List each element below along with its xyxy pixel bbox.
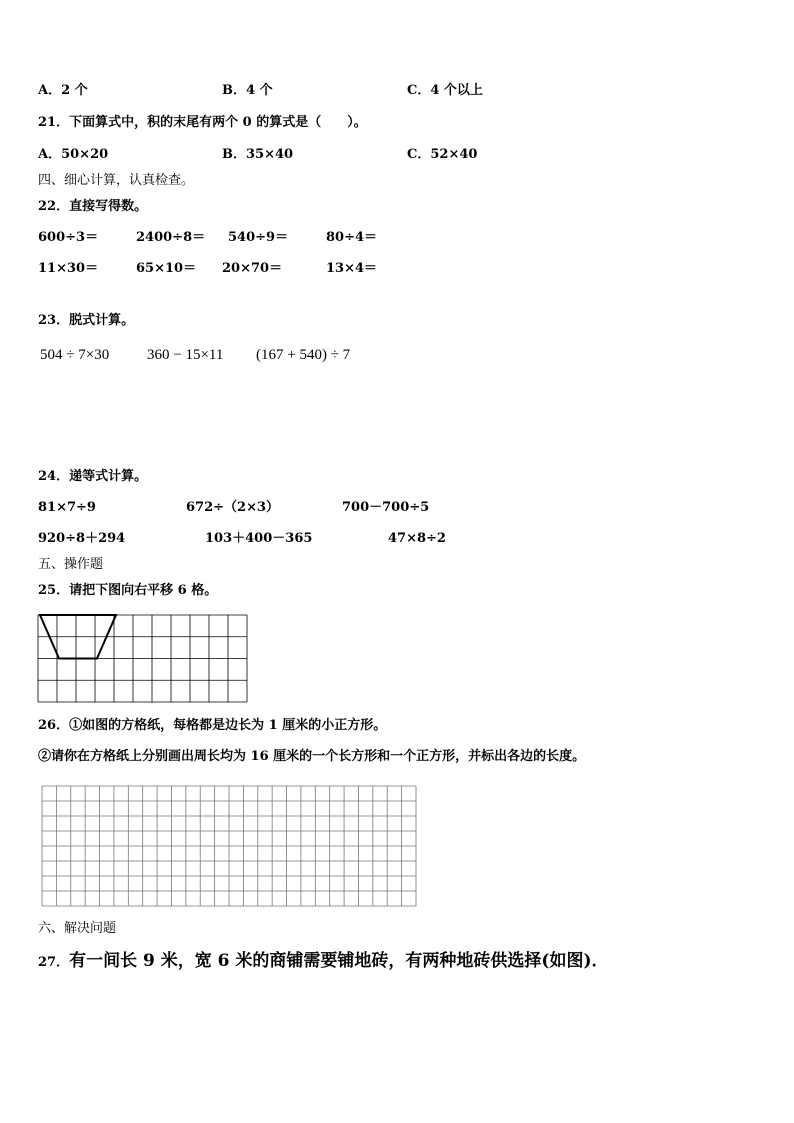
q22-item: 2400÷8＝ <box>136 230 206 245</box>
option-letter: A． <box>38 83 62 98</box>
q23-expression: 360 − 15×11 <box>147 347 224 363</box>
q26-line-2: ②请你在方格纸上分别画出周长均为 16 厘米的一个长方形和一个正方形，并标出各边的长度。 <box>38 749 586 764</box>
question-text: 有一间长 9 米，宽 6 米的商铺需要铺地砖，有两种地砖供选择(如图)． <box>69 951 609 971</box>
option-text: 4 个 <box>246 83 273 98</box>
question-number: 26． <box>38 718 70 733</box>
q22-item: 65×10＝ <box>136 261 197 276</box>
q24-item: 103＋400－365 <box>205 531 313 546</box>
question-text: 下面算式中，积的末尾有两个 0 的算式是（ ）。 <box>69 115 367 130</box>
q21-option-b <box>222 147 293 163</box>
q21-stem <box>38 115 367 131</box>
q23-expression: 504 ÷ 7×30 <box>40 347 110 363</box>
q22-item: 540÷9＝ <box>228 230 289 245</box>
q24-item: 81×7÷9 <box>38 500 96 515</box>
q20-option-a <box>38 83 88 99</box>
option-letter: B． <box>222 83 246 98</box>
q22-item: 13×4＝ <box>326 261 378 276</box>
question-number: 23． <box>38 313 70 328</box>
q20-option-b <box>222 83 273 99</box>
question-text: 请把下图向右平移 6 格。 <box>69 583 218 598</box>
paper-grid-lines <box>42 786 416 906</box>
question-text: 递等式计算。 <box>69 469 148 484</box>
option-letter: B． <box>222 147 246 162</box>
option-text: 4 个以上 <box>430 83 483 98</box>
option-text: 52×40 <box>430 147 478 162</box>
section-4-heading: 四、细心计算，认真检查。 <box>38 173 195 188</box>
question-number: 25． <box>38 583 70 598</box>
translation-grid <box>38 615 250 705</box>
square-grid-paper <box>42 786 420 910</box>
q27-stem <box>38 951 609 973</box>
q25-stem <box>38 583 217 599</box>
section-5-heading: 五、操作题 <box>38 557 104 572</box>
q24-item: 47×8÷2 <box>388 531 446 546</box>
question-number: 24． <box>38 469 70 484</box>
q24-item: 672÷（2×3） <box>186 500 280 515</box>
option-letter: C． <box>407 83 431 98</box>
q22-item: 80÷4＝ <box>326 230 378 245</box>
q24-stem <box>38 469 147 485</box>
section-6-heading: 六、解决问题 <box>38 921 117 936</box>
option-text: 50×20 <box>61 147 109 162</box>
q24-item: 700－700÷5 <box>342 500 430 515</box>
q22-item: 20×70＝ <box>222 261 283 276</box>
q21-option-a <box>38 147 108 163</box>
question-text: ①如图的方格纸，每格都是边长为 1 厘米的小正方形。 <box>69 718 387 733</box>
option-letter: C． <box>407 147 431 162</box>
question-text: 脱式计算。 <box>69 313 135 328</box>
option-text: 35×40 <box>246 147 294 162</box>
q24-item: 920÷8＋294 <box>38 531 126 546</box>
q21-option-c <box>407 147 477 163</box>
q26-line-1 <box>38 718 386 734</box>
q23-stem <box>38 313 134 329</box>
question-number: 22． <box>38 199 70 214</box>
q22-item: 600÷3＝ <box>38 230 99 245</box>
q22-item: 11×30＝ <box>38 261 99 276</box>
option-letter: A． <box>38 147 62 162</box>
q23-expression: (167 + 540) ÷ 7 <box>256 347 351 363</box>
q22-stem <box>38 199 147 215</box>
question-number: 21． <box>38 115 70 130</box>
option-text: 2 个 <box>61 83 88 98</box>
q20-option-c <box>407 83 483 99</box>
question-text: 直接写得数。 <box>69 199 148 214</box>
question-number: 27． <box>38 955 70 970</box>
